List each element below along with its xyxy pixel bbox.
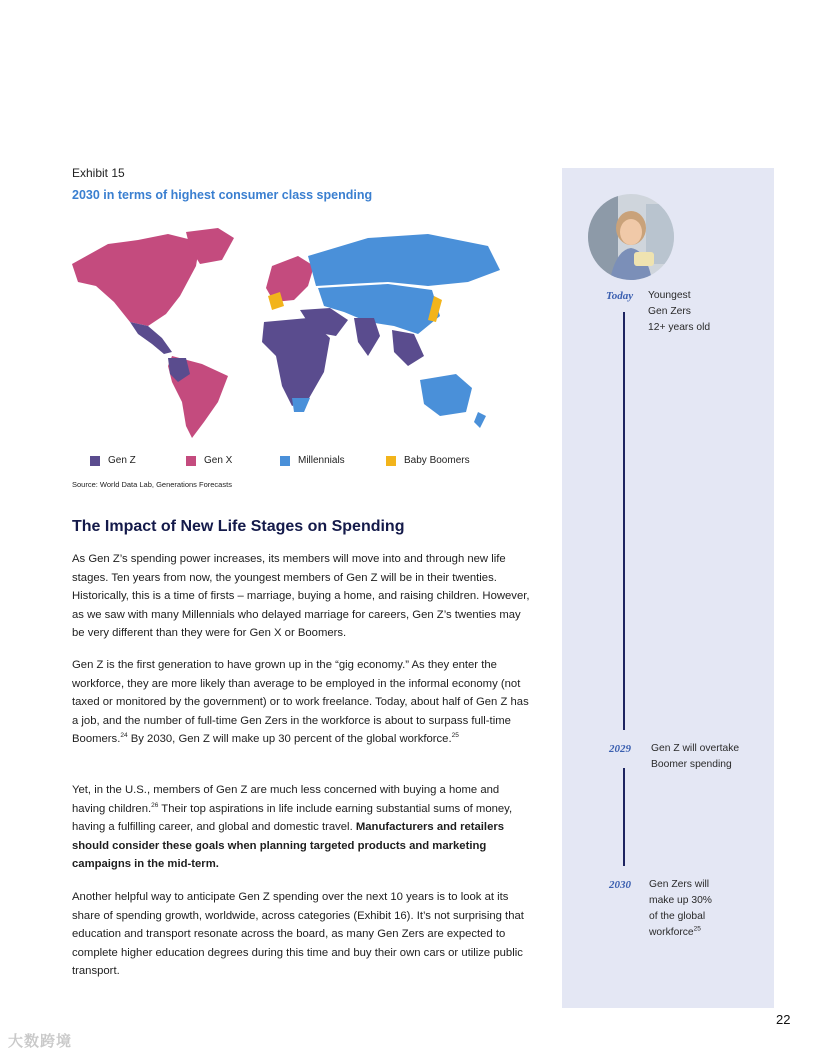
legend-swatch — [90, 456, 100, 466]
legend-label: Millennials — [298, 455, 345, 466]
timeline-line: Gen Zers — [648, 306, 691, 317]
footnote-ref-24: 24 — [120, 732, 128, 740]
map-region-africa — [262, 318, 330, 406]
timeline-line: of the global — [649, 911, 706, 922]
page-number: 22 — [776, 1012, 791, 1027]
footnote-ref-26: 26 — [151, 801, 159, 809]
legend-item-gen-x — [186, 455, 232, 466]
gen-z-child-photo — [588, 194, 674, 280]
paragraph-2 — [72, 656, 534, 749]
map-legend — [90, 455, 510, 471]
map-region-central-america — [130, 322, 172, 354]
timeline-line: Boomer spending — [651, 759, 732, 770]
timeline-year-today: Today — [606, 290, 634, 302]
legend-label: Gen X — [204, 455, 233, 466]
timeline-line: Gen Z will overtake — [651, 743, 740, 754]
timeline-line — [649, 925, 759, 941]
legend-swatch — [280, 456, 290, 466]
paragraph-3-bold: Manufacturers and retailers should consider these goals when planning targeted products and marketing campaigns in the mid-term. — [72, 821, 505, 871]
paragraph-3 — [72, 781, 534, 874]
timeline-line: Youngest — [648, 290, 691, 301]
timeline-line: 12+ years old — [648, 322, 711, 333]
timeline-connector — [623, 768, 625, 866]
map-region-southeast-asia — [392, 330, 424, 366]
exhibit-label: Exhibit 15 — [72, 166, 125, 180]
world-map — [68, 226, 508, 440]
map-region-russia — [308, 234, 500, 286]
legend-item-millennials — [280, 455, 345, 466]
legend-label: Gen Z — [108, 455, 136, 466]
legend-item-baby-boomers — [386, 455, 470, 466]
paragraph-2-text-a: Gen Z is the first generation to have grown up in the “gig economy.” As they enter the workforce, they are more likely than average to be employed in the informal economy (not taxed or monitored by the government) or to work freelance. Today, about half of Gen Z has a job, and the number of full-time Gen Zers in the workforce is about to surpass full-time Boomers. — [72, 659, 529, 746]
timeline-text-2030 — [649, 877, 759, 941]
watermark-logo: 大数跨境 — [8, 1033, 73, 1050]
timeline-line-text: workforce — [649, 927, 694, 938]
paragraph-3-text-b: Their top aspirations in life include earning substantial sums of money, having a fulfilling career, and global and domestic travel. — [72, 802, 513, 834]
paragraph-3-text-a: Yet, in the U.S., members of Gen Z are much less concerned with buying a home and having children. — [72, 784, 500, 815]
map-region-india — [354, 318, 380, 356]
legend-swatch — [186, 456, 196, 466]
paragraph-4: Another helpful way to anticipate Gen Z spending over the next 10 years is to look at its share of spending growth, worldwide, across categories (Exhibit 16). It’s not surprising that education and transport resonate across the board, as many Gen Zers are expected to complete higher education degrees during this time and buy their own cars or utilize public transport. — [72, 891, 524, 978]
map-region-north-america — [72, 234, 200, 326]
timeline-year-2030: 2030 — [609, 879, 631, 891]
legend-label: Baby Boomers — [404, 455, 470, 466]
timeline-text-today — [648, 288, 758, 336]
map-region-new-zealand — [474, 412, 486, 428]
timeline-line: Gen Zers will — [649, 879, 710, 890]
source-note: Source: World Data Lab, Generations Forecasts — [72, 480, 232, 489]
timeline-text-2029 — [651, 741, 771, 773]
paragraph-1: As Gen Z’s spending power increases, its members will move into and through new life stages. Ten years from now, the youngest members of Gen Z will be in their twenties. Historically, this is a time of firsts – marriage, buying a home, and raising children. However, as we saw with many Millennials who delayed marriage for careers, Gen Z’s twenties may be very different than they were for Gen X or Boomers. — [72, 553, 530, 640]
footnote-ref-25: 25 — [693, 925, 701, 933]
section-heading: The Impact of New Life Stages on Spending — [72, 518, 405, 535]
timeline-line: make up 30% — [649, 895, 712, 906]
legend-swatch — [386, 456, 396, 466]
paragraph-2-text-b: By 2030, Gen Z will make up 30 percent of the global workforce. — [127, 733, 452, 746]
footnote-ref-25: 25 — [451, 732, 459, 740]
timeline-connector — [623, 312, 625, 730]
map-region-australia — [420, 374, 472, 416]
map-region-south-africa — [292, 398, 310, 412]
legend-item-gen-z — [90, 455, 136, 466]
timeline-year-2029: 2029 — [609, 743, 631, 755]
child-portrait-illustration — [588, 194, 674, 280]
exhibit-title: 2030 in terms of highest consumer class spending — [72, 188, 373, 202]
